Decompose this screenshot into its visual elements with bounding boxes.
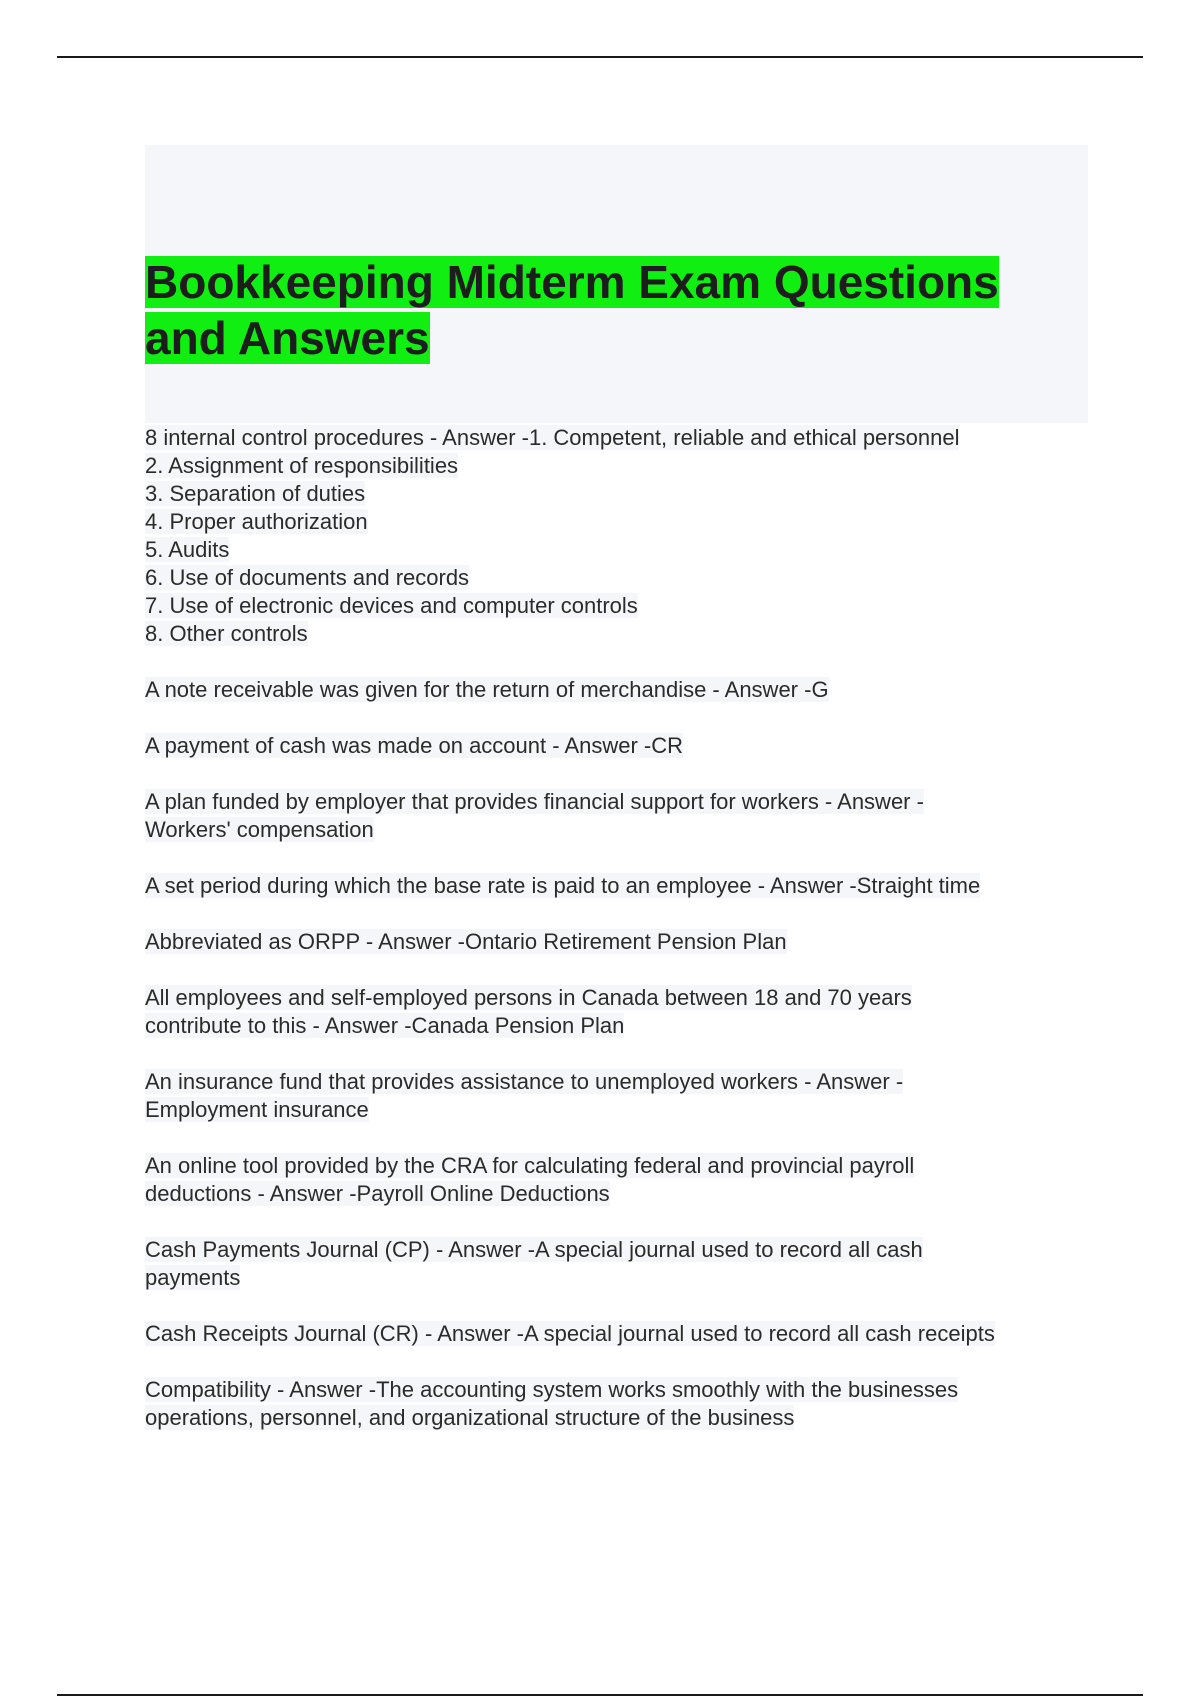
qa-entry (145, 872, 1105, 900)
qa-line-text: 8. Other controls (145, 621, 308, 646)
qa-line (145, 1320, 1105, 1348)
qa-line (145, 564, 1105, 592)
page-title (145, 254, 1088, 366)
qa-line-text: Cash Receipts Journal (CR) - Answer -A special journal used to record all cash receipts (145, 1321, 995, 1346)
qa-line-text: A payment of cash was made on account - Answer -CR (145, 733, 684, 758)
qa-entry (145, 928, 1105, 956)
qa-entry (145, 1376, 1105, 1432)
qa-line (145, 1376, 1105, 1404)
qa-entry (145, 788, 1105, 844)
qa-line-text: 6. Use of documents and records (145, 565, 470, 590)
qa-entry (145, 1320, 1105, 1348)
qa-line (145, 424, 1105, 452)
qa-line (145, 928, 1105, 956)
qa-line (145, 1012, 1105, 1040)
qa-line-text: A note receivable was given for the return of merchandise - Answer -G (145, 677, 829, 702)
top-divider (57, 56, 1143, 58)
qa-line-text: An insurance fund that provides assistance to unemployed workers - Answer - (145, 1069, 904, 1094)
qa-line-text: 3. Separation of duties (145, 481, 366, 506)
qa-line (145, 1096, 1105, 1124)
qa-line-text: Compatibility - Answer -The accounting system works smoothly with the businesses (145, 1377, 959, 1402)
qa-line-text: 4. Proper authorization (145, 509, 368, 534)
qa-line (145, 452, 1105, 480)
page-title-text: Bookkeeping Midterm Exam Questions and Answers (145, 256, 999, 364)
qa-list (145, 424, 1105, 1460)
qa-line-text: An online tool provided by the CRA for calculating federal and provincial payroll (145, 1153, 915, 1178)
qa-line-text: 5. Audits (145, 537, 230, 562)
qa-line-text: payments (145, 1265, 241, 1290)
bottom-divider (57, 1694, 1143, 1696)
qa-line (145, 1068, 1105, 1096)
qa-entry (145, 1236, 1105, 1292)
qa-line (145, 1264, 1105, 1292)
qa-line-text: A set period during which the base rate is paid to an employee - Answer -Straight time (145, 873, 981, 898)
qa-line (145, 592, 1105, 620)
qa-entry (145, 424, 1105, 648)
qa-line (145, 788, 1105, 816)
qa-line-text: Cash Payments Journal (CP) - Answer -A special journal used to record all cash (145, 1237, 923, 1262)
qa-entry (145, 1068, 1105, 1124)
qa-entry (145, 984, 1105, 1040)
qa-line-text: operations, personnel, and organizational structure of the business (145, 1405, 795, 1430)
qa-line-text: 7. Use of electronic devices and computer controls (145, 593, 638, 618)
qa-line-text: deductions - Answer -Payroll Online Deductions (145, 1181, 610, 1206)
qa-line (145, 620, 1105, 648)
qa-line-text: 8 internal control procedures - Answer -1. Competent, reliable and ethical personnel (145, 425, 960, 450)
qa-line (145, 816, 1105, 844)
qa-line-text: A plan funded by employer that provides financial support for workers - Answer - (145, 789, 924, 814)
qa-line-text: 2. Assignment of responsibilities (145, 453, 459, 478)
qa-line (145, 536, 1105, 564)
qa-entry (145, 676, 1105, 704)
qa-line (145, 984, 1105, 1012)
qa-line (145, 1236, 1105, 1264)
qa-entry (145, 732, 1105, 760)
qa-line (145, 508, 1105, 536)
qa-line (145, 872, 1105, 900)
qa-line (145, 676, 1105, 704)
qa-line (145, 732, 1105, 760)
qa-line-text: All employees and self-employed persons in Canada between 18 and 70 years (145, 985, 912, 1010)
qa-line-text: contribute to this - Answer -Canada Pension Plan (145, 1013, 625, 1038)
qa-line-text: Employment insurance (145, 1097, 369, 1122)
qa-entry (145, 1152, 1105, 1208)
qa-line-text: Workers' compensation (145, 817, 374, 842)
qa-line (145, 1152, 1105, 1180)
qa-line (145, 1180, 1105, 1208)
qa-line (145, 480, 1105, 508)
qa-line (145, 1404, 1105, 1432)
qa-line-text: Abbreviated as ORPP - Answer -Ontario Retirement Pension Plan (145, 929, 787, 954)
